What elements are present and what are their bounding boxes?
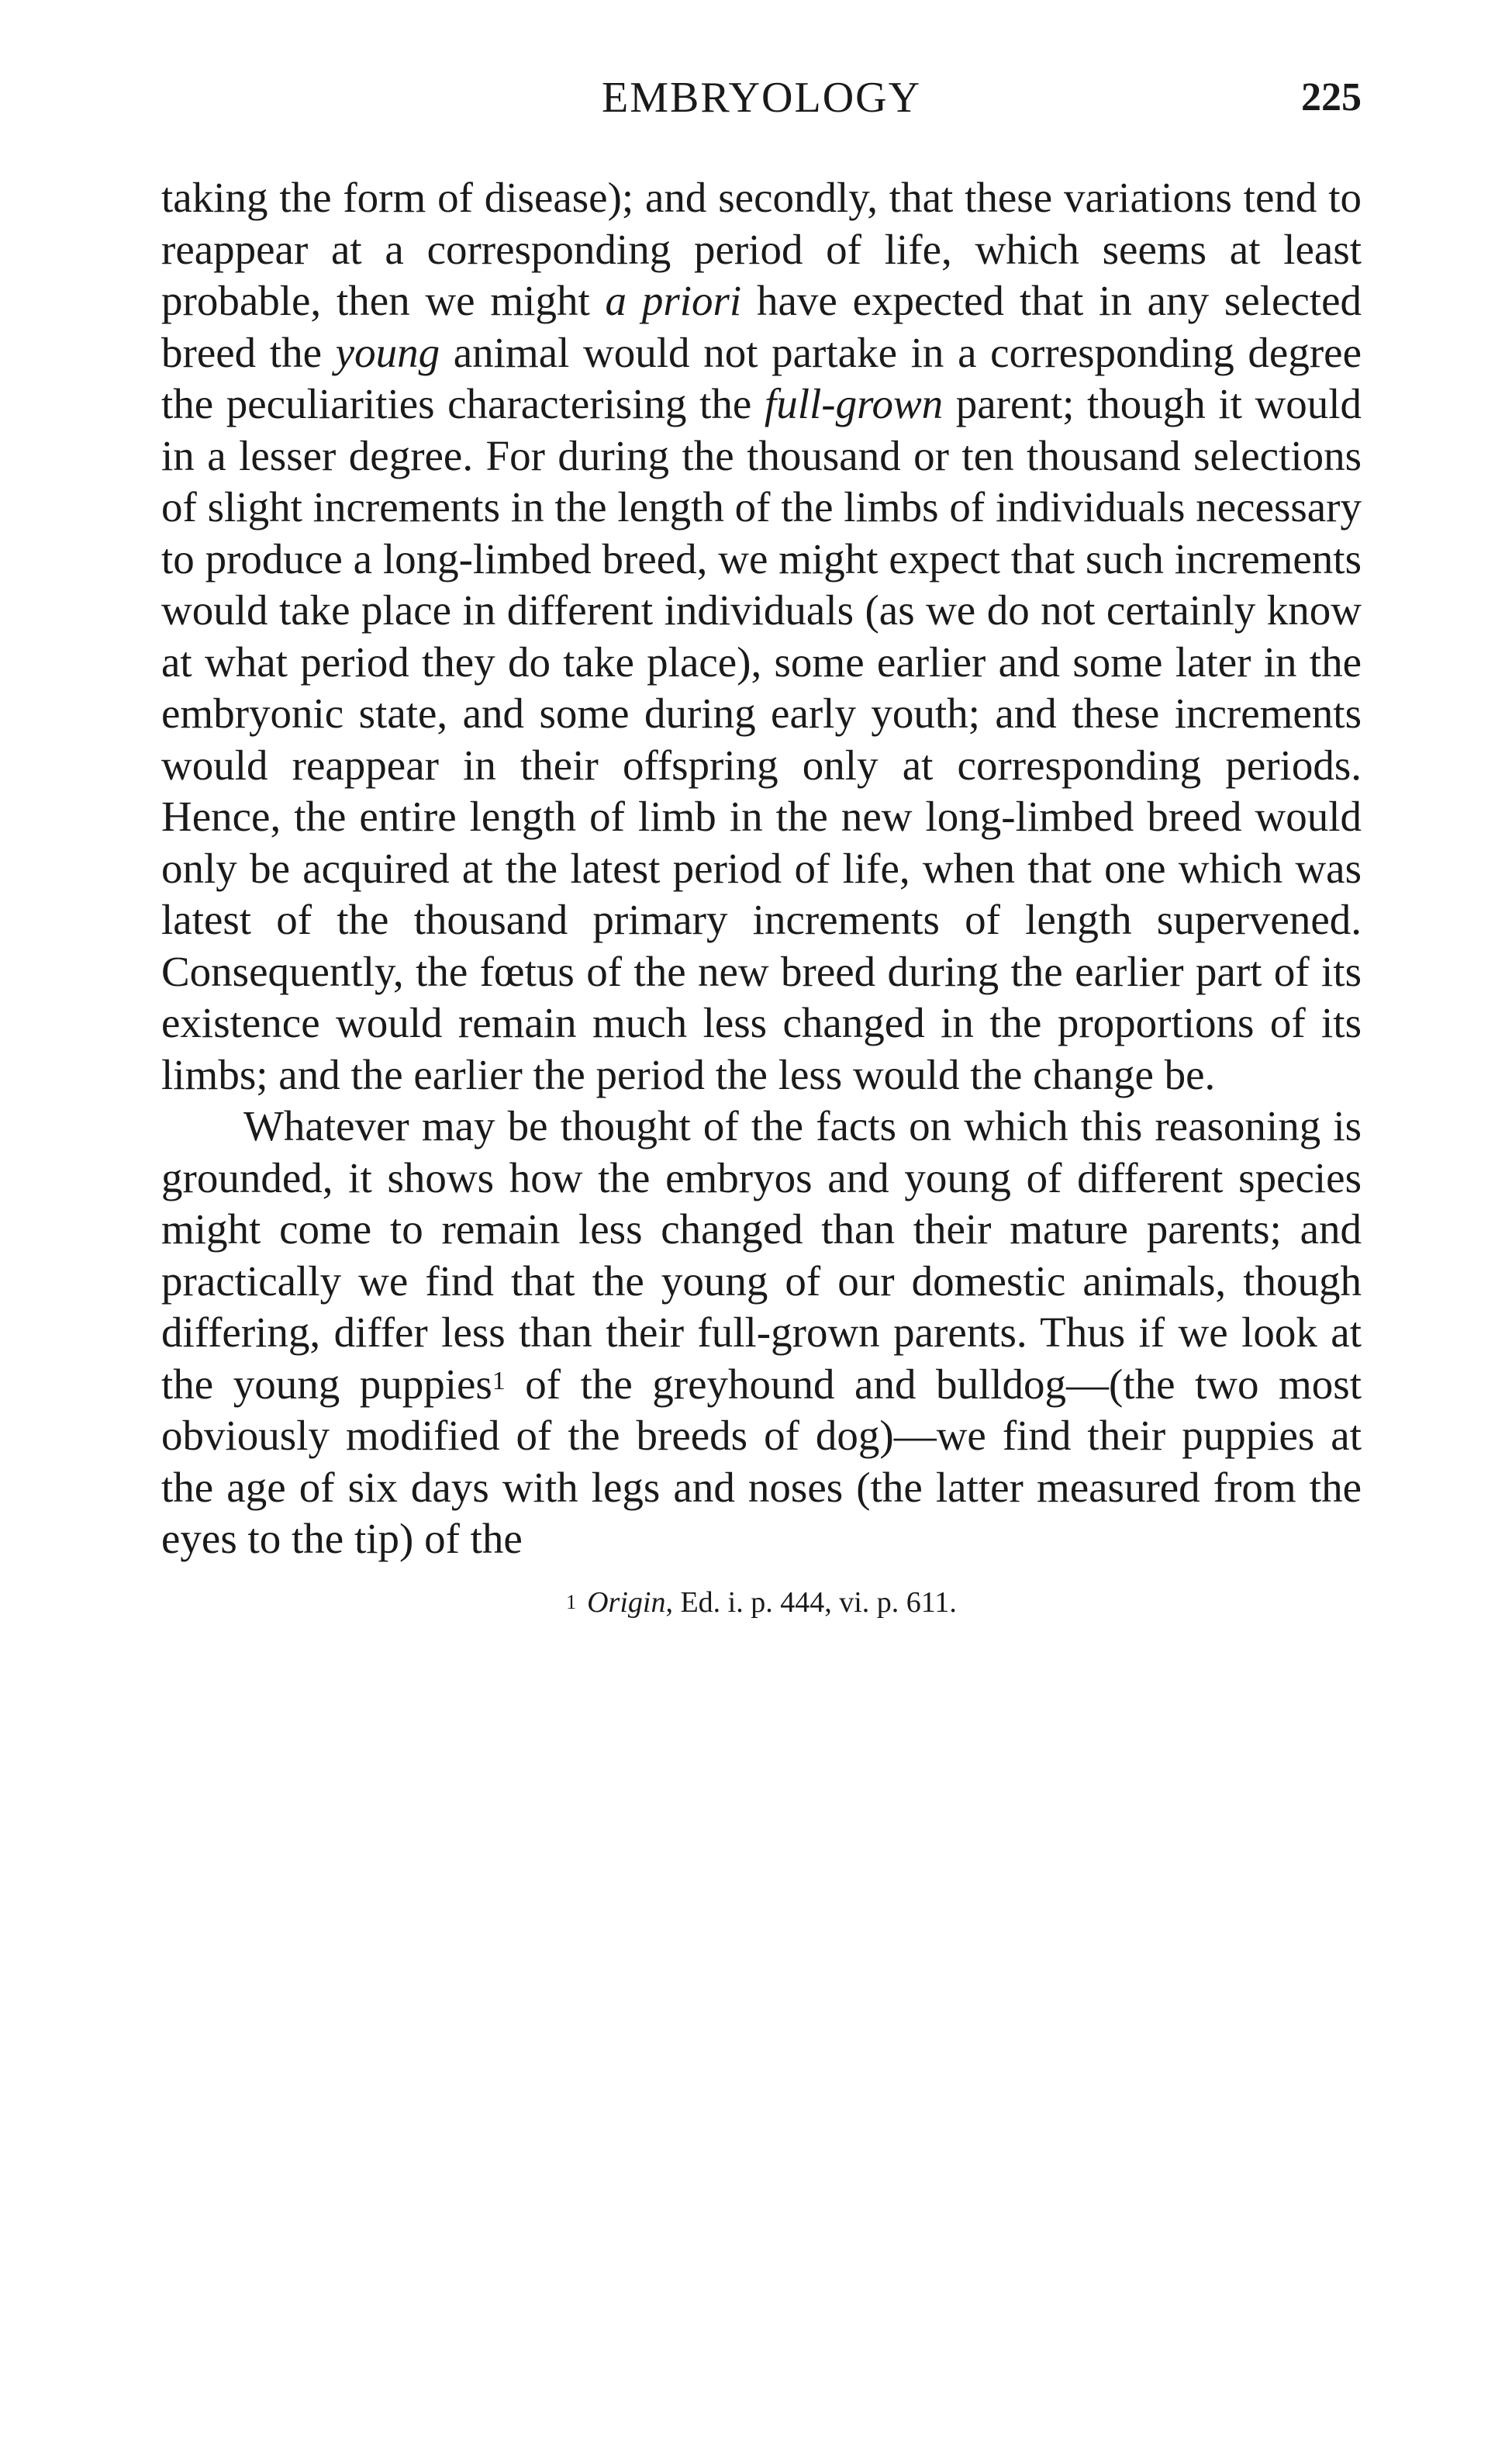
body-text bbox=[161, 172, 1362, 1565]
footnote bbox=[161, 1581, 1362, 1624]
paragraph-2-text-1: Whatever may be thought of the facts on which this reasoning is grounded, it shows how the embryos and young of different species might come to remain less changed than their mature parents; and practically we find that the young of our domestic animals, though differing, differ less than their full-grown parents. Thus if we look at the young puppies bbox=[161, 1102, 1362, 1408]
book-page bbox=[161, 0, 1362, 2458]
paragraph-1-text-2: have expected that in any selected breed the bbox=[161, 277, 1362, 376]
paragraph-1-italic-full-grown: full-grown bbox=[764, 380, 944, 427]
footnote-reference[interactable]: 1 bbox=[492, 1366, 506, 1395]
footnote-number: 1 bbox=[566, 1591, 577, 1613]
paragraph-2 bbox=[161, 1101, 1362, 1565]
running-title: EMBRYOLOGY bbox=[601, 74, 922, 122]
footnote-text: , Ed. i. p. 444, vi. p. 611. bbox=[665, 1586, 957, 1619]
paragraph-1 bbox=[161, 172, 1362, 1101]
page-number: 225 bbox=[1301, 75, 1362, 119]
paragraph-1-italic-a-priori: a priori bbox=[605, 277, 742, 324]
paragraph-1-text-1: taking the form of disease); and secondly, that these variations tend to reappear at a corresponding period of life, which seems at least probable, then we might bbox=[161, 174, 1362, 324]
paragraph-2-text-2: of the greyhound and bulldog—(the two most obviously modified of the breeds of dog)—we find their puppies at the age of six days with legs and noses (the latter measured from the eyes to the tip) of the bbox=[161, 1360, 1362, 1562]
paragraph-1-text-4: parent; though it would in a lesser degree. For during the thousand or ten thousand selections of slight increments in the length of the limbs of individuals necessary to produce a long-limbed breed, we might expect that such increments would take place in different individuals (as we do not certainly know at what period they do take place), some earlier and some later in the embryonic state, and some during early youth; and these increments would reappear in their offspring only at corresponding periods. Hence, the entire length of limb in the new long-limbed breed would only be acquired at the latest period of life, when that one which was latest of the thousand primary increments of length supervened. Consequently, the fœtus of the new breed during the earlier part of its existence would remain much less changed in the proportions of its limbs; and the earlier the period the less would the change be. bbox=[161, 380, 1362, 1098]
footnote-source-title: Origin bbox=[587, 1586, 666, 1619]
running-head bbox=[161, 67, 1362, 129]
paragraph-1-text-3: animal would not partake in a corresponding degree the peculiarities characterising the bbox=[161, 328, 1362, 427]
paragraph-1-italic-young: young bbox=[335, 328, 440, 376]
